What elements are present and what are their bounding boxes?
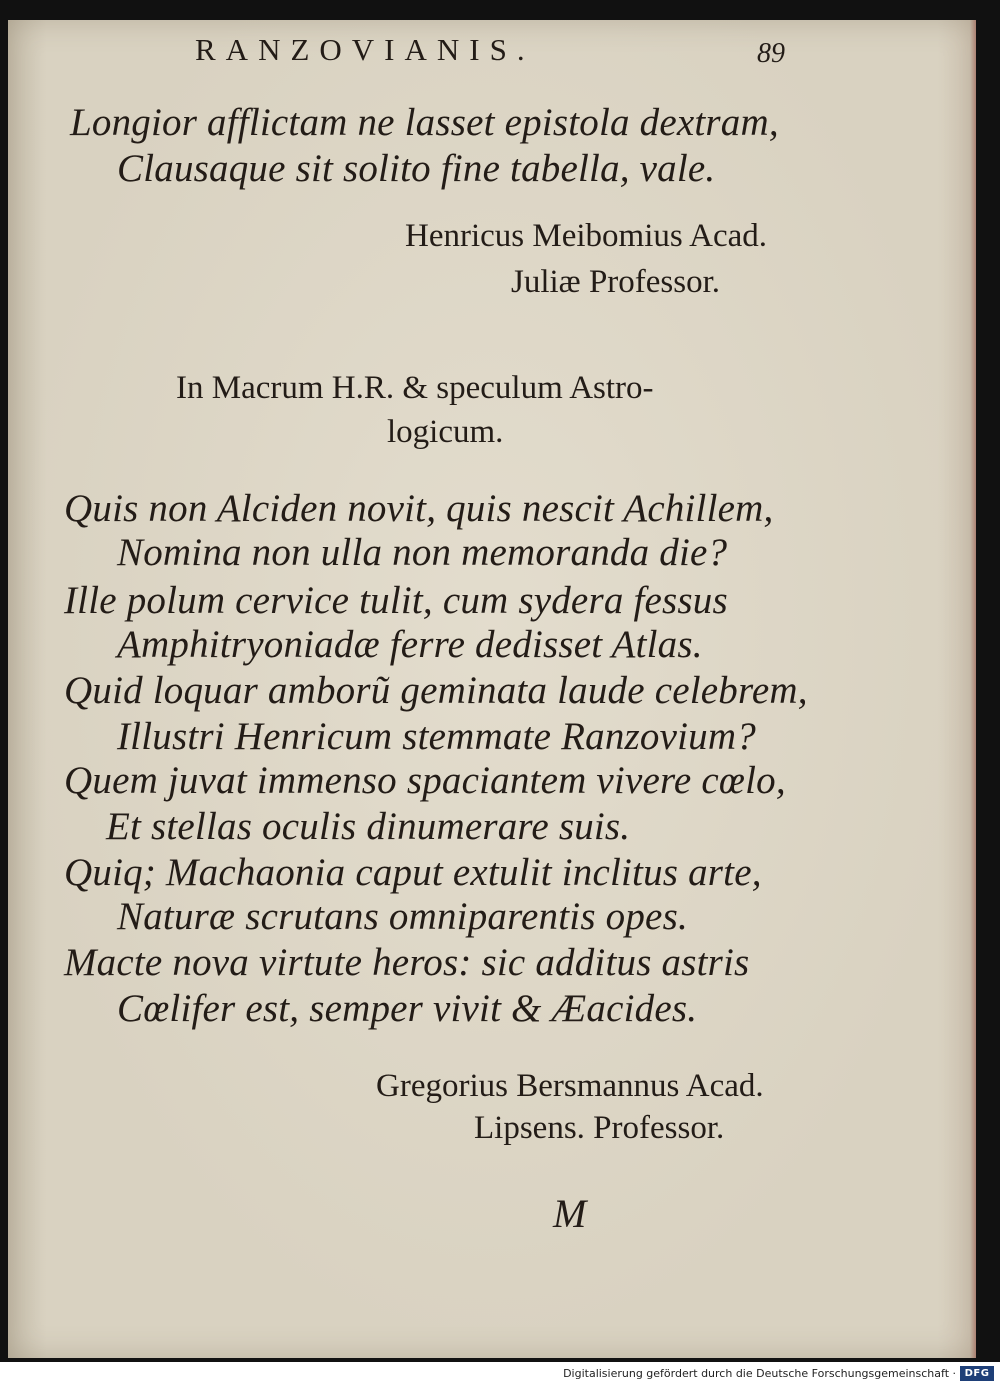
poem-title: In Macrum H.R. & speculum Astro- — [176, 370, 654, 406]
verse-line: Quid loquar amborũ geminata laude celebrem, — [64, 669, 808, 712]
signature-line: Henricus Meibomius Acad. — [405, 218, 768, 254]
verse-line: Et stellas oculis dinumerare suis. — [106, 805, 631, 848]
verse-line: Clausaque sit solito fine tabella, vale. — [117, 147, 716, 190]
verse-line: Quem juvat immenso spaciantem vivere cœlo, — [64, 759, 786, 802]
page-number: 89 — [757, 38, 785, 69]
verse-line: Illustri Henricum stemmate Ranzovium? — [117, 715, 756, 758]
verse-line: Naturæ scrutans omniparentis opes. — [117, 895, 688, 938]
verse-line: Macte nova virtute heros: sic additus astris — [64, 941, 750, 984]
verse-line: Quiq; Machaonia caput extulit inclitus arte, — [64, 851, 762, 894]
footer-credit: Digitalisierung gefördert durch die Deutsche Forschungsgemeinschaft · — [563, 1367, 956, 1380]
verse-line: Quis non Alciden novit, quis nescit Achillem, — [64, 487, 774, 530]
footer-bar — [0, 1362, 1000, 1386]
poem-title: logicum. — [387, 414, 504, 450]
running-head: RANZOVIANIS. — [195, 32, 535, 67]
dfg-logo[interactable]: DFG — [960, 1366, 994, 1381]
verse-line: Ille polum cervice tulit, cum sydera fessus — [64, 579, 728, 622]
signature-line: Gregorius Bersmannus Acad. — [376, 1068, 764, 1104]
signature-line: Juliæ Professor. — [511, 264, 721, 300]
page-edge — [970, 20, 976, 1358]
signature-line: Lipsens. Professor. — [474, 1110, 725, 1146]
verse-line: Amphitryoniadæ ferre dedisset Atlas. — [117, 623, 703, 666]
verse-line: Nomina non ulla non memoranda die? — [117, 531, 728, 574]
catchword: M — [553, 1191, 587, 1236]
verse-line: Longior afflictam ne lasset epistola dextram, — [70, 101, 779, 144]
verse-line: Cœlifer est, semper vivit & Æacides. — [117, 987, 698, 1030]
